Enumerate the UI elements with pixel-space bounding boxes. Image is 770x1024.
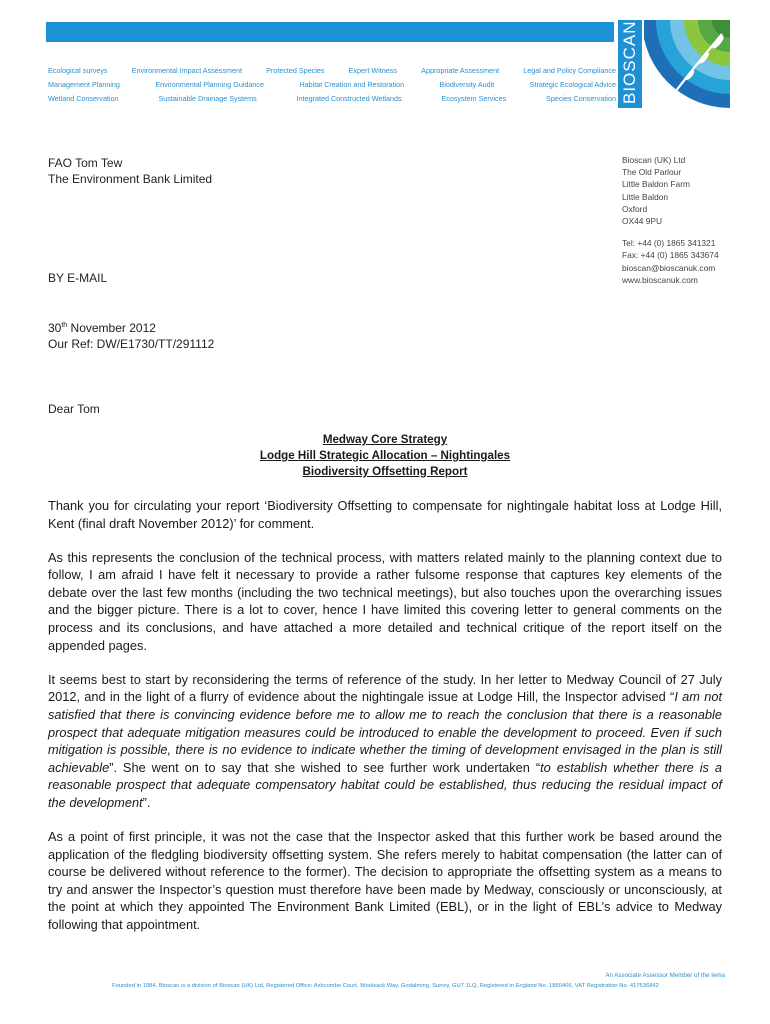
salutation: Dear Tom [48,402,100,416]
address-line: Oxford [622,203,648,214]
services-row-3 [48,92,616,106]
paragraph: As a point of first principle, it was not the case that the Inspector asked that this further work be based around the application of the fledgling biodiversity offsetting system. She refers merely to habitat compensation (the latter can of course be delivered without reference to the former). The decision to appropriate the offsetting system as a means to try and answer the Inspector’s question must therefore have been made by Medway, consciously or unconsciously, at the point at which they appointed The Environment Bank Limited (EBL), or in the light of EBL’s advice to Medway following that appointment. [48,829,722,932]
services-row-1 [48,64,616,78]
address-line: Little Baldon Farm [622,179,690,190]
heading-line-1: Medway Core Strategy [322,433,448,446]
service-item: Sustainable Drainage Systems [158,94,257,103]
paragraph: As this represents the conclusion of the technical process, with matters related mainly to the planning context due to follow, I am afraid I have felt it necessary to provide a rather fulsome response that captures key elements of the debate over the last few months (including the two technical meetings), but also touches upon the overarching issues and the bigger picture. There is a lot to cover, hence I have limited this covering letter to general comments on the process and its conclusions, and have attached a more detailed and technical critique of the report itself on the appended pages. [48,549,722,653]
paragraph: It seems best to start by reconsidering the terms of reference of the study. In her letter to Medway Council of 27 July 2012, and in the light of a flurry of evidence about the nightingale issue at Lodge Hill, the Inspector advised “I am not satisfied that there is convincing evidence before me to allow me to reach the conclusion that there is a reasonable prospect that adequate mitigation measures could be introduced to enable the development to proceed. Even if such mitigation is possible, there is no evidence to indicate whether the timing of development envisaged in the plan is still achievable”. She went on to say that she wished to see further work undertaken “to establish whether there is a reasonable prospect that adequate compensatory habitat could be established, thus reducing the residual impact of the development”. [48,671,722,810]
footer-assessor: An Associate Assessor Member of the Iema [605,972,725,979]
letter-body [48,497,722,950]
address-line: OX44 9PU [622,216,663,227]
service-item: Integrated Constructed Wetlands [296,94,402,103]
service-item: Habitat Creation and Restoration [299,80,405,89]
service-item: Biodiversity Audit [439,80,495,89]
inspector-quote: I am not satisfied that there is convincing evidence before me to allow me to reach the conclusion that there is a reasonable prospect that adequate mitigation measures could be introduced to enable the development to proceed. Even if such mitigation is possible, there is no evidence to indicate whether the timing of development envisaged in the plan is still achievable [48,689,722,775]
letter-date: 30th November 2012 [48,321,156,335]
company-address [622,154,719,286]
service-item: Environmental Planning Guidance [155,80,265,89]
company-tel: Tel: +44 (0) 1865 341321 [622,238,716,249]
delivery-method: BY E-MAIL [48,271,108,285]
service-item: Ecological surveys [48,66,108,75]
service-item: Strategic Ecological Advice [529,80,616,89]
services-row-2 [48,78,616,92]
company-email: bioscan@bioscanuk.com [622,262,716,273]
letter-meta [48,318,214,352]
heading-line-3: Biodiversity Offsetting Report [302,465,468,478]
service-item: Ecosystem Services [441,94,507,103]
logo-text: BIOSCAN [620,20,639,104]
letter-ref: Our Ref: DW/E1730/TT/291112 [48,337,215,351]
services-list [48,64,616,106]
service-item: Expert Witness [348,66,397,75]
header-bar [46,22,614,42]
service-item: Protected Species [266,66,325,75]
service-item: Legal and Policy Compliance [523,66,616,75]
company-fax: Fax: +44 (0) 1865 343674 [622,250,719,261]
service-item: Appropriate Assessment [421,66,500,75]
inspector-quote: to establish whether there is a reasonable prospect that adequate compensatory habitat could be established, thus reducing the residual impact of the development [48,759,722,810]
letter-headings [48,432,722,480]
paragraph: Thank you for circulating your report ‘Biodiversity Offsetting to compensate for nightingale habitat loss at Lodge Hill, Kent (final draft November 2012)’ for comment. [48,498,722,531]
company-name: Bioscan (UK) Ltd [622,155,686,165]
service-item: Environmental Impact Assessment [131,66,242,75]
address-line: Little Baldon [622,191,669,202]
service-item: Species Conservation [546,94,616,103]
company-web: www.bioscanuk.com [622,274,698,285]
service-item: Management Planning [48,80,120,89]
service-item: Wetland Conservation [48,94,119,103]
recipient-name: FAO Tom Tew [48,156,123,170]
bioscan-logo [618,20,730,108]
address-line: The Old Parlour [622,167,682,178]
heading-line-2: Lodge Hill Strategic Allocation – Nightingales [259,449,511,462]
footer-legal: Founded in 1984, Bioscan is a division of Bioscan (UK) Ltd, Registered Office: Ashcombe Court, Woolsack Way, Godalming, Surrey, GU7 1LQ, Registered in England No. 1850466, VAT Registration No. 417536842 [112,983,659,989]
recipient-org: The Environment Bank Limited [48,172,213,186]
recipient [48,155,212,187]
